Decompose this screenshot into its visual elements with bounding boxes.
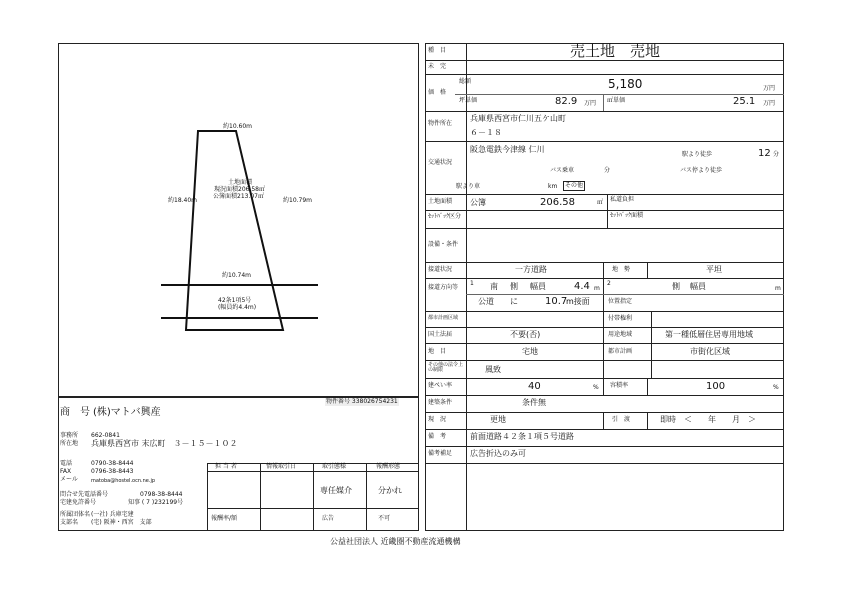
- road1-dir: 南: [490, 282, 498, 291]
- km-label: km: [548, 183, 558, 190]
- contact-label: 問合せ先電話番号: [60, 491, 109, 498]
- mail: matoba@hostel.ocn.ne.jp: [91, 478, 156, 484]
- area-label: 土地面積: [428, 198, 453, 205]
- land-plot-diagram: [58, 43, 419, 397]
- road2-no: 2: [607, 280, 611, 287]
- company-name-label: 商 号: [60, 407, 90, 418]
- branch-label: 支部名: [60, 519, 79, 526]
- road-contact-unit: m接面: [566, 297, 590, 306]
- tel: 0790-38-8444: [91, 460, 134, 467]
- agent-header-4: 報酬形態: [376, 463, 401, 470]
- land-label-2: 現況面積206.58㎡: [214, 186, 265, 193]
- setback-area-label: ｾｯﾄﾊﾞｯｸ面積: [610, 212, 644, 219]
- road-type: 公道: [478, 297, 494, 306]
- kind: 売土地 売地: [570, 42, 661, 60]
- price-unit: 万円: [763, 85, 776, 92]
- mail-label: メール: [60, 476, 78, 483]
- rebuild: 不要(否): [510, 330, 541, 339]
- road1-width: 4.4: [574, 281, 590, 292]
- road-dir-label: 接道方向等: [428, 284, 459, 291]
- sqm: 25.1: [733, 96, 756, 107]
- remarks-label: 設備・条件: [428, 241, 459, 248]
- area-unit: ㎡: [597, 199, 604, 206]
- road1-unit: m: [594, 285, 600, 292]
- kind-label: 種 目: [428, 47, 447, 54]
- license: 知事 ( 7 )232199号: [128, 499, 184, 506]
- agent-header-2: 情報取引日: [266, 463, 297, 470]
- road-contact: 10.7: [545, 296, 568, 307]
- contact: 0798-38-8444: [140, 491, 183, 498]
- other-label: その他: [565, 182, 584, 189]
- walk-min: 12: [758, 148, 771, 159]
- rebuild-label: 国土法届: [428, 331, 453, 338]
- fax: 0796-38-8443: [91, 468, 134, 475]
- road-contact-label: に: [510, 297, 518, 306]
- license-label: 宅建免許番号: [60, 499, 97, 506]
- position-label: 位置指定: [608, 298, 633, 305]
- land-label-1: 土地面積: [228, 179, 253, 186]
- fee-rate-label: 報酬率/額: [211, 515, 238, 522]
- walk-unit: 分: [773, 151, 780, 158]
- sqm-label: ㎡単価: [607, 97, 626, 104]
- listing-number: 物件番号 338026754231: [326, 398, 398, 405]
- bcr-label: 建ぺい率: [428, 382, 453, 389]
- bcr-unit: %: [593, 384, 599, 391]
- ad-label: 広告: [322, 515, 335, 522]
- current-label: 現 況: [428, 416, 447, 423]
- sqm-unit: 万円: [763, 100, 776, 107]
- walk-label: 駅より徒歩: [682, 151, 713, 158]
- agent-header-3: 取引態様: [322, 463, 347, 470]
- office-label: 事務所: [60, 432, 79, 439]
- road-label-1: 42条1項5号: [218, 297, 252, 304]
- plan-label: 都市計画: [608, 348, 633, 355]
- ad-value: 不可: [378, 515, 391, 522]
- note-label: 備 考: [428, 433, 447, 440]
- current: 更地: [490, 415, 506, 424]
- address: 兵庫県西宮市 末広町 ３－１５－１０２: [91, 439, 238, 448]
- far-unit: %: [773, 384, 779, 391]
- use: 第一種低層住居専用地域: [665, 330, 753, 339]
- location-1: 兵庫県西宮市仁川五ケ山町: [470, 114, 566, 123]
- traffic-label: 交通状況: [428, 159, 453, 166]
- far-label: 容積率: [610, 382, 629, 389]
- delivery-label: 引 渡: [612, 416, 631, 423]
- terrain-label: 地 勢: [612, 266, 631, 273]
- bus-label: バス乗車: [550, 167, 575, 174]
- delivery: 即時 ＜ 年 月 ＞: [660, 415, 756, 424]
- road-status-label: 接道状況: [428, 266, 453, 273]
- cond-label: 建築条件: [428, 399, 453, 406]
- city-plan-label: 都市計画区域: [428, 315, 459, 321]
- bus-unit: 分: [604, 167, 611, 174]
- company-name: (株)マトバ興産: [93, 407, 161, 418]
- note2: 広告折込のみ可: [470, 449, 526, 458]
- assoc-label: 所属団体名: [60, 511, 91, 518]
- road2-side: 側: [672, 282, 680, 291]
- price-sub: 総額: [459, 78, 472, 85]
- plan: 市街化区域: [690, 347, 730, 356]
- dim-right: 約10.79m: [283, 197, 313, 204]
- setback-label: ｾｯﾄﾊﾞｯｸ区分: [428, 213, 462, 220]
- fee-type: 分かれ: [378, 486, 402, 495]
- area-type: 公簿: [470, 198, 486, 207]
- footer-org: 公益社団法人 近畿圏不動産流通機構: [330, 537, 461, 546]
- land-label-3: 公簿面積213.07㎡: [213, 193, 264, 200]
- transaction-type: 専任媒介: [320, 486, 352, 495]
- rights-label: 付帯権利: [608, 315, 633, 322]
- dim-top: 約10.60m: [223, 123, 253, 130]
- area-value: 206.58: [540, 197, 575, 208]
- road2-width-label: 幅員: [690, 282, 706, 291]
- office-zip: 662-0841: [91, 432, 120, 439]
- other-limit: 風致: [485, 365, 501, 374]
- other-limit-label: その他の法令上の制限: [428, 362, 464, 373]
- tsubo: 82.9: [555, 96, 578, 107]
- branch: (宅) 阪神・西宮 支部: [91, 519, 152, 526]
- terrain: 平坦: [706, 265, 722, 274]
- bcr: 40: [528, 381, 541, 392]
- tel-label: 電話: [60, 460, 73, 467]
- road1-width-label: 幅員: [530, 282, 546, 291]
- price: 5,180: [608, 77, 643, 91]
- private-road-label: 私道負担: [610, 196, 635, 203]
- land-cat: 宅地: [522, 347, 538, 356]
- road1-side: 側: [510, 282, 518, 291]
- train-line: 阪急電鉄今津線 仁川: [470, 145, 545, 154]
- road2-unit: m: [775, 285, 781, 292]
- price-label: 価 格: [428, 89, 447, 96]
- location-2: ６－１８: [470, 128, 502, 137]
- bus-walk-label: バス停より徒歩: [680, 167, 723, 174]
- location-label: 物件所在: [428, 120, 453, 127]
- outline-label: 未 完: [428, 63, 447, 70]
- cond: 条件無: [522, 398, 546, 407]
- road-status: 一方道路: [515, 265, 547, 274]
- note2-label: 備考補足: [428, 450, 453, 457]
- road-label-2: (幅員約4.4m): [218, 304, 257, 311]
- address-label: 所在地: [60, 440, 79, 447]
- fax-label: FAX: [60, 468, 72, 475]
- far: 100: [706, 381, 726, 392]
- agent-header-1: 担 当 者: [215, 463, 237, 470]
- note: 前面道路４２条１項５号道路: [470, 432, 574, 441]
- dim-left: 約18.40m: [168, 197, 198, 204]
- dim-bottom: 約10.74m: [222, 272, 252, 279]
- tsubo-label: 坪単価: [459, 97, 478, 104]
- assoc: (一社) 兵庫宅建: [91, 511, 134, 518]
- tsubo-unit: 万円: [584, 100, 597, 107]
- station-car-label: 駅より車: [456, 183, 481, 190]
- use-label: 用途地域: [608, 331, 633, 338]
- road1-no: 1: [470, 280, 474, 287]
- land-cat-label: 地 目: [428, 348, 447, 355]
